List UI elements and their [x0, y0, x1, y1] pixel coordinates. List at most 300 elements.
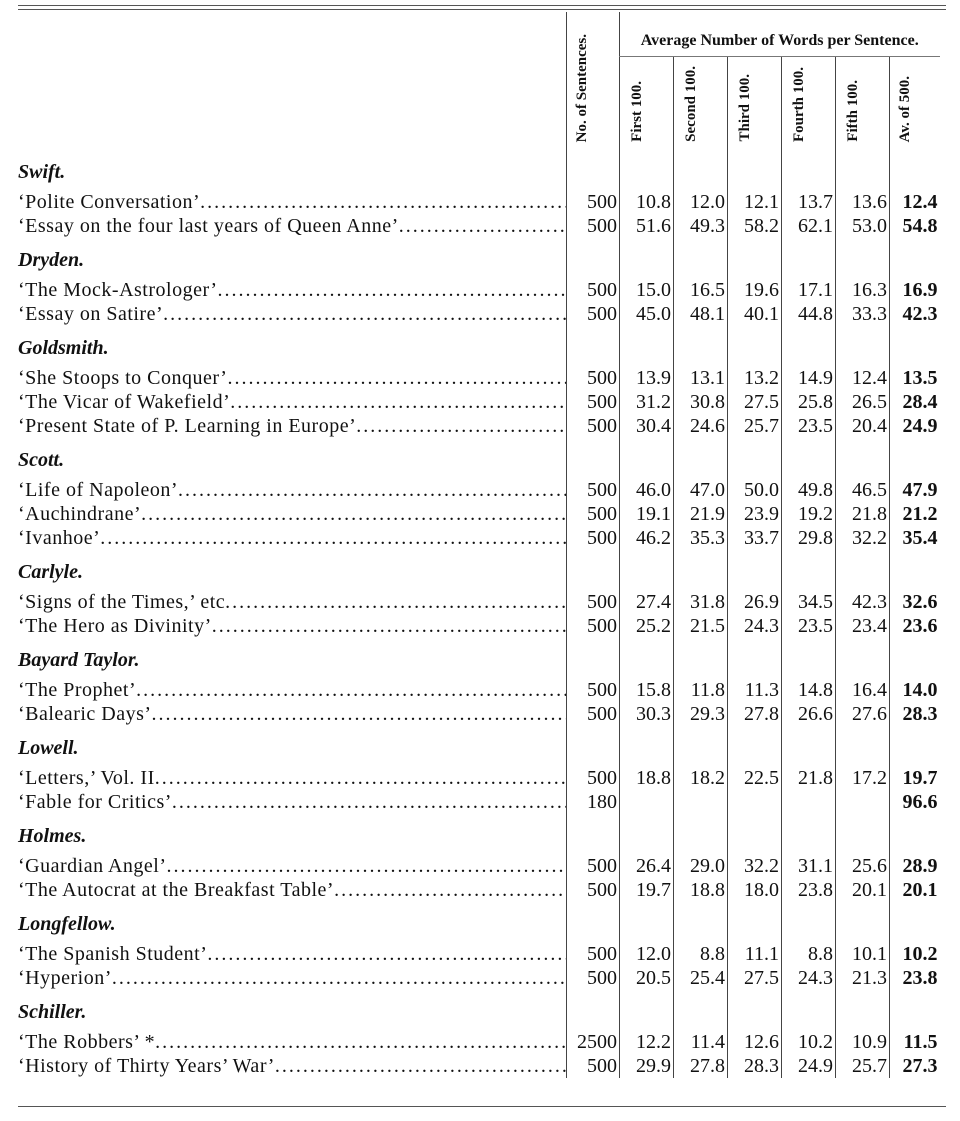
sentence-count: 500	[567, 854, 620, 878]
empty-cell	[782, 726, 836, 766]
author-group-row	[18, 238, 940, 278]
average-hundred-2: 12.0	[674, 190, 728, 214]
work-title: ‘Essay on the four last years of Queen Anne’	[18, 215, 399, 237]
table-row	[18, 790, 940, 814]
group-header: Average Number of Words per Sentence.	[620, 12, 940, 56]
dot-leader	[225, 590, 566, 614]
sentence-count: 500	[567, 614, 620, 638]
average-hundred-2: 47.0	[674, 478, 728, 502]
average-hundred-2: 21.9	[674, 502, 728, 526]
average-500: 28.3	[890, 702, 940, 726]
work-title: ‘Guardian Angel’	[18, 855, 167, 877]
sentence-count: 500	[567, 526, 620, 550]
empty-cell	[836, 990, 890, 1030]
table-row	[18, 390, 940, 414]
col-header-1	[620, 56, 674, 150]
average-hundred-5: 26.5	[836, 390, 890, 414]
work-title-cell	[18, 214, 566, 238]
average-hundred-5: 53.0	[836, 214, 890, 238]
work-title-cell	[18, 878, 566, 902]
work-title-cell	[18, 478, 566, 502]
empty-cell	[782, 814, 836, 854]
col-header-5	[836, 56, 890, 150]
work-title-cell	[18, 1054, 566, 1078]
empty-cell	[782, 550, 836, 590]
work-title-cell	[18, 854, 566, 878]
sentence-count: 180	[567, 790, 620, 814]
empty-cell	[567, 638, 620, 678]
empty-cell	[728, 814, 782, 854]
average-hundred-4: 31.1	[782, 854, 836, 878]
average-hundred-1: 18.8	[620, 766, 674, 790]
average-hundred-1: 46.0	[620, 478, 674, 502]
table-row	[18, 878, 940, 902]
average-hundred-3: 50.0	[728, 478, 782, 502]
empty-cell	[782, 238, 836, 278]
work-title: ‘She Stoops to Conquer’	[18, 367, 228, 389]
empty-cell	[620, 150, 674, 190]
average-hundred-2: 18.8	[674, 878, 728, 902]
average-hundred-3: 25.7	[728, 414, 782, 438]
table-row	[18, 702, 940, 726]
table-row	[18, 942, 940, 966]
average-hundred-2: 13.1	[674, 366, 728, 390]
average-hundred-1: 46.2	[620, 526, 674, 550]
average-hundred-2: 11.8	[674, 678, 728, 702]
work-title: ‘The Spanish Student’	[18, 943, 208, 965]
work-title-cell	[18, 790, 566, 814]
empty-cell	[567, 550, 620, 590]
sentence-count: 500	[567, 1054, 620, 1078]
empty-cell	[674, 902, 728, 942]
average-hundred-5: 25.7	[836, 1054, 890, 1078]
empty-cell	[890, 726, 940, 766]
sentence-count: 500	[567, 390, 620, 414]
average-hundred-3: 18.0	[728, 878, 782, 902]
work-title-cell	[18, 278, 566, 302]
average-hundred-5	[836, 790, 890, 814]
average-hundred-1: 31.2	[620, 390, 674, 414]
average-hundred-3: 19.6	[728, 278, 782, 302]
empty-cell	[890, 438, 940, 478]
sentence-count: 500	[567, 502, 620, 526]
empty-cell	[890, 638, 940, 678]
col-header-6	[890, 56, 940, 150]
average-hundred-4: 25.8	[782, 390, 836, 414]
empty-cell	[782, 638, 836, 678]
average-hundred-5: 16.4	[836, 678, 890, 702]
empty-cell	[728, 550, 782, 590]
top-rule-inner	[18, 9, 946, 10]
sentence-count: 500	[567, 414, 620, 438]
table-row	[18, 366, 940, 390]
empty-cell	[890, 902, 940, 942]
average-500: 10.2	[890, 942, 940, 966]
author-group-row	[18, 550, 940, 590]
average-hundred-1: 51.6	[620, 214, 674, 238]
empty-cell	[567, 814, 620, 854]
average-500: 96.6	[890, 790, 940, 814]
table-row	[18, 590, 940, 614]
average-500: 11.5	[890, 1030, 940, 1054]
average-hundred-4: 34.5	[782, 590, 836, 614]
empty-cell	[836, 326, 890, 366]
empty-cell	[567, 990, 620, 1030]
average-500: 24.9	[890, 414, 940, 438]
col-header-2	[674, 56, 728, 150]
average-hundred-2: 18.2	[674, 766, 728, 790]
work-title: ‘The Vicar of Wakefield’	[18, 391, 231, 413]
average-hundred-1	[620, 790, 674, 814]
average-hundred-2: 29.3	[674, 702, 728, 726]
dot-leader	[207, 942, 566, 966]
average-hundred-2: 49.3	[674, 214, 728, 238]
empty-cell	[620, 638, 674, 678]
work-title: ‘The Prophet’	[18, 679, 137, 701]
average-hundred-1: 26.4	[620, 854, 674, 878]
empty-cell	[836, 150, 890, 190]
work-title-cell	[18, 942, 566, 966]
average-500: 20.1	[890, 878, 940, 902]
top-rule	[18, 5, 946, 6]
sentence-length-table	[18, 12, 940, 1078]
average-hundred-5: 10.1	[836, 942, 890, 966]
average-500: 54.8	[890, 214, 940, 238]
author-group-row	[18, 150, 940, 190]
average-hundred-4: 23.5	[782, 614, 836, 638]
average-hundred-3: 22.5	[728, 766, 782, 790]
empty-cell	[890, 326, 940, 366]
empty-cell	[728, 238, 782, 278]
average-hundred-4: 24.9	[782, 1054, 836, 1078]
col-header-text: Av. of 500.	[896, 75, 913, 142]
average-hundred-4	[782, 790, 836, 814]
average-hundred-5: 12.4	[836, 366, 890, 390]
sentence-count: 500	[567, 766, 620, 790]
work-title: ‘The Hero as Divinity’	[18, 615, 212, 637]
average-hundred-5: 23.4	[836, 614, 890, 638]
table-row	[18, 478, 940, 502]
empty-cell	[890, 990, 940, 1030]
empty-cell	[567, 150, 620, 190]
empty-cell	[567, 902, 620, 942]
col-header-sentences-text: No. of Sentences.	[574, 33, 590, 142]
work-title-cell	[18, 526, 566, 550]
empty-cell	[620, 326, 674, 366]
empty-cell	[620, 550, 674, 590]
dot-leader	[172, 790, 566, 814]
average-hundred-4: 17.1	[782, 278, 836, 302]
work-title: ‘Essay on Satire’	[18, 303, 164, 325]
col-header-text: First 100.	[628, 81, 645, 142]
average-hundred-1: 10.8	[620, 190, 674, 214]
average-hundred-1: 12.2	[620, 1030, 674, 1054]
author-group-row	[18, 438, 940, 478]
average-hundred-1: 15.8	[620, 678, 674, 702]
average-hundred-3: 13.2	[728, 366, 782, 390]
average-hundred-4: 23.8	[782, 878, 836, 902]
author-name: Carlyle.	[18, 561, 83, 583]
average-500: 47.9	[890, 478, 940, 502]
sentence-count: 500	[567, 878, 620, 902]
sentence-count: 500	[567, 214, 620, 238]
average-hundred-2: 8.8	[674, 942, 728, 966]
dot-leader	[200, 190, 566, 214]
empty-cell	[620, 990, 674, 1030]
average-hundred-5: 25.6	[836, 854, 890, 878]
work-title-cell	[18, 702, 566, 726]
author-name: Scott.	[18, 449, 65, 471]
average-hundred-3: 12.6	[728, 1030, 782, 1054]
work-title-cell	[18, 766, 566, 790]
empty-cell	[728, 438, 782, 478]
col-header-text: Fourth 100.	[790, 67, 807, 142]
col-header-3	[728, 56, 782, 150]
empty-cell	[567, 726, 620, 766]
average-hundred-4: 49.8	[782, 478, 836, 502]
average-hundred-4: 21.8	[782, 766, 836, 790]
average-hundred-1: 30.4	[620, 414, 674, 438]
average-hundred-5: 21.8	[836, 502, 890, 526]
work-title-cell	[18, 390, 566, 414]
average-hundred-2: 24.6	[674, 414, 728, 438]
dot-leader	[163, 302, 566, 326]
average-hundred-4: 26.6	[782, 702, 836, 726]
average-hundred-5: 20.4	[836, 414, 890, 438]
average-500: 21.2	[890, 502, 940, 526]
work-title: ‘History of Thirty Years’ War’	[18, 1055, 275, 1077]
average-hundred-2: 35.3	[674, 526, 728, 550]
empty-cell	[620, 902, 674, 942]
work-title: ‘Signs of the Times,’ etc	[18, 591, 226, 613]
average-hundred-5: 27.6	[836, 702, 890, 726]
average-hundred-1: 13.9	[620, 366, 674, 390]
author-group-row	[18, 326, 940, 366]
average-hundred-4: 10.2	[782, 1030, 836, 1054]
empty-cell	[567, 438, 620, 478]
average-hundred-2: 16.5	[674, 278, 728, 302]
empty-cell	[728, 726, 782, 766]
table-row	[18, 614, 940, 638]
empty-cell	[620, 814, 674, 854]
average-hundred-5: 33.3	[836, 302, 890, 326]
average-500: 28.4	[890, 390, 940, 414]
average-hundred-3	[728, 790, 782, 814]
work-title-cell	[18, 302, 566, 326]
average-500: 27.3	[890, 1054, 940, 1078]
col-header-text: Second 100.	[682, 66, 699, 142]
sentence-count: 500	[567, 366, 620, 390]
empty-cell	[782, 902, 836, 942]
work-title: ‘Hyperion’	[18, 967, 112, 989]
table-row	[18, 966, 940, 990]
empty-cell	[674, 726, 728, 766]
empty-cell	[674, 438, 728, 478]
average-hundred-1: 30.3	[620, 702, 674, 726]
empty-cell	[674, 150, 728, 190]
col-header-4	[782, 56, 836, 150]
average-hundred-1: 15.0	[620, 278, 674, 302]
average-hundred-5: 17.2	[836, 766, 890, 790]
author-name: Swift.	[18, 161, 66, 183]
empty-cell	[782, 990, 836, 1030]
average-hundred-3: 32.2	[728, 854, 782, 878]
average-hundred-5: 13.6	[836, 190, 890, 214]
average-hundred-2: 30.8	[674, 390, 728, 414]
average-hundred-4: 8.8	[782, 942, 836, 966]
author-name: Lowell.	[18, 737, 79, 759]
average-hundred-3: 33.7	[728, 526, 782, 550]
work-title-cell	[18, 614, 566, 638]
author-name: Longfellow.	[18, 913, 116, 935]
work-title: ‘The Mock-Astrologer’	[18, 279, 218, 301]
average-hundred-3: 26.9	[728, 590, 782, 614]
sentence-count: 500	[567, 702, 620, 726]
col-header-text: Fifth 100.	[844, 80, 861, 142]
empty-cell	[836, 814, 890, 854]
average-hundred-3: 11.3	[728, 678, 782, 702]
average-hundred-1: 45.0	[620, 302, 674, 326]
average-hundred-2: 27.8	[674, 1054, 728, 1078]
col-header-sentences	[567, 12, 620, 150]
average-hundred-3: 11.1	[728, 942, 782, 966]
label-header	[18, 12, 567, 150]
author-name: Bayard Taylor.	[18, 649, 140, 671]
empty-cell	[728, 990, 782, 1030]
table-row	[18, 526, 940, 550]
dot-leader	[178, 478, 566, 502]
work-title: ‘Balearic Days’	[18, 703, 152, 725]
author-group-row	[18, 814, 940, 854]
average-500: 14.0	[890, 678, 940, 702]
average-hundred-3: 27.5	[728, 390, 782, 414]
average-hundred-2: 31.8	[674, 590, 728, 614]
sentence-count: 500	[567, 590, 620, 614]
average-500: 16.9	[890, 278, 940, 302]
dot-leader	[212, 614, 566, 638]
sentence-count: 500	[567, 942, 620, 966]
empty-cell	[620, 438, 674, 478]
average-hundred-1: 29.9	[620, 1054, 674, 1078]
average-500: 42.3	[890, 302, 940, 326]
average-hundred-1: 12.0	[620, 942, 674, 966]
work-title: ‘Ivanhoe’	[18, 527, 101, 549]
dot-leader	[218, 278, 566, 302]
table-row	[18, 214, 940, 238]
col-header-text: Third 100.	[736, 74, 753, 142]
average-hundred-2: 25.4	[674, 966, 728, 990]
average-hundred-1: 27.4	[620, 590, 674, 614]
empty-cell	[728, 638, 782, 678]
dot-leader	[155, 1030, 566, 1054]
average-hundred-3: 27.5	[728, 966, 782, 990]
author-group-row	[18, 990, 940, 1030]
empty-cell	[674, 814, 728, 854]
work-title: ‘Auchindrane’	[18, 503, 142, 525]
bottom-rule	[18, 1106, 946, 1107]
average-hundred-3: 58.2	[728, 214, 782, 238]
empty-cell	[836, 726, 890, 766]
empty-cell	[836, 438, 890, 478]
average-hundred-3: 24.3	[728, 614, 782, 638]
empty-cell	[620, 238, 674, 278]
average-hundred-5: 21.3	[836, 966, 890, 990]
empty-cell	[674, 638, 728, 678]
average-hundred-5: 46.5	[836, 478, 890, 502]
average-hundred-5: 32.2	[836, 526, 890, 550]
empty-cell	[836, 238, 890, 278]
empty-cell	[674, 238, 728, 278]
average-hundred-3: 28.3	[728, 1054, 782, 1078]
average-500: 13.5	[890, 366, 940, 390]
table-row	[18, 190, 940, 214]
work-title: ‘Polite Conversation’	[18, 191, 201, 213]
average-500: 19.7	[890, 766, 940, 790]
average-hundred-4: 23.5	[782, 414, 836, 438]
work-title-cell	[18, 1030, 566, 1054]
sentence-count: 2500	[567, 1030, 620, 1054]
dot-leader	[155, 766, 566, 790]
sentence-count: 500	[567, 966, 620, 990]
table-row	[18, 502, 940, 526]
table-row	[18, 302, 940, 326]
work-title: ‘Letters,’ Vol. II	[18, 767, 155, 789]
empty-cell	[836, 550, 890, 590]
average-hundred-4: 14.9	[782, 366, 836, 390]
empty-cell	[674, 550, 728, 590]
average-hundred-2: 29.0	[674, 854, 728, 878]
average-hundred-3: 23.9	[728, 502, 782, 526]
work-title-cell	[18, 966, 566, 990]
empty-cell	[782, 438, 836, 478]
average-hundred-4: 29.8	[782, 526, 836, 550]
empty-cell	[674, 990, 728, 1030]
sentence-count: 500	[567, 302, 620, 326]
author-group-row	[18, 638, 940, 678]
dot-leader	[112, 966, 566, 990]
empty-cell	[890, 814, 940, 854]
average-hundred-4: 14.8	[782, 678, 836, 702]
empty-cell	[782, 326, 836, 366]
work-title-cell	[18, 190, 566, 214]
table-row	[18, 414, 940, 438]
empty-cell	[890, 550, 940, 590]
author-group-row	[18, 726, 940, 766]
average-hundred-1: 25.2	[620, 614, 674, 638]
empty-cell	[728, 902, 782, 942]
empty-cell	[836, 902, 890, 942]
dot-leader	[230, 390, 566, 414]
dot-leader	[275, 1054, 566, 1078]
average-hundred-3: 12.1	[728, 190, 782, 214]
average-500: 35.4	[890, 526, 940, 550]
work-title: ‘The Robbers’ *	[18, 1031, 156, 1053]
empty-cell	[890, 150, 940, 190]
average-hundred-4: 62.1	[782, 214, 836, 238]
average-hundred-3: 40.1	[728, 302, 782, 326]
dot-leader	[399, 214, 566, 238]
empty-cell	[620, 726, 674, 766]
author-name: Holmes.	[18, 825, 87, 847]
dot-leader	[334, 878, 566, 902]
dot-leader	[100, 526, 566, 550]
work-title: ‘The Autocrat at the Breakfast Table’	[18, 879, 335, 901]
work-title-cell	[18, 678, 566, 702]
empty-cell	[890, 238, 940, 278]
table-row	[18, 766, 940, 790]
table-row	[18, 854, 940, 878]
average-hundred-5: 20.1	[836, 878, 890, 902]
